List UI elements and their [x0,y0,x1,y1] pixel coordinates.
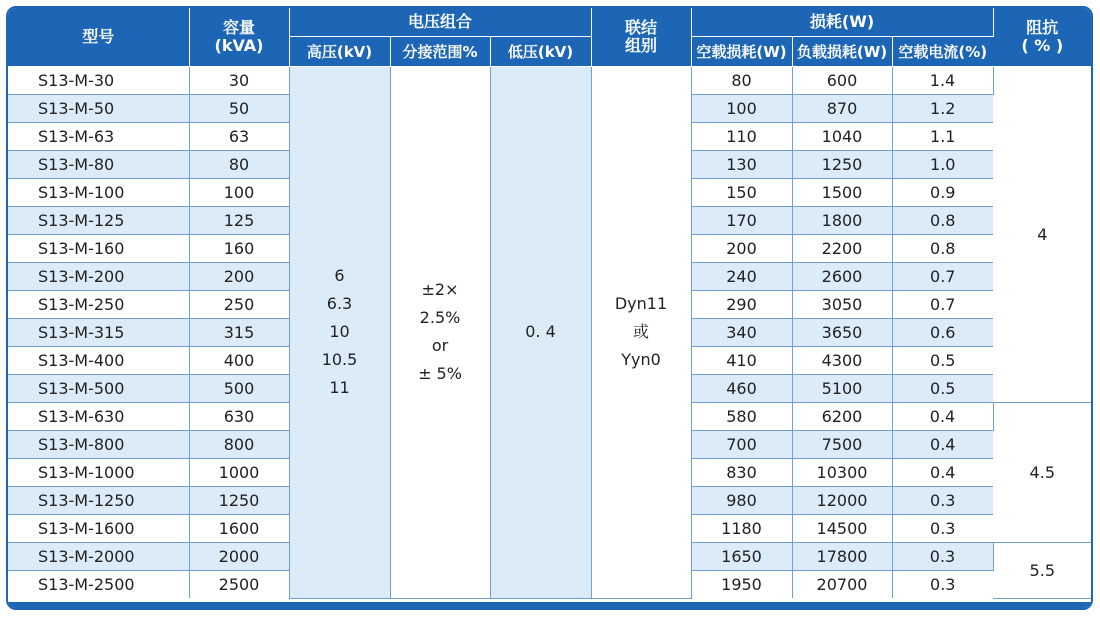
cell-impedance: 4.5 [993,403,1091,543]
merged-line: 6 [334,266,345,286]
cell-model: S13-M-1600 [8,515,189,543]
cell-load-loss: 2600 [792,263,892,291]
merged-line: Yyn0 [621,350,661,370]
cell-model: S13-M-800 [8,431,189,459]
header-tap-range: 分接范围% [390,37,490,67]
cell-capacity: 125 [189,207,289,235]
cell-capacity: 250 [189,291,289,319]
cell-no-load-loss: 340 [691,319,792,347]
cell-hv-voltage [289,67,390,599]
merged-line: 10.5 [321,350,358,370]
cell-capacity: 50 [189,95,289,123]
cell-model: S13-M-630 [8,403,189,431]
merged-line: Dyn11 [614,294,668,314]
cell-no-load-current: 1.0 [892,151,993,179]
merged-line: ± 5% [418,364,462,384]
cell-no-load-loss: 200 [691,235,792,263]
cell-model: S13-M-1250 [8,487,189,515]
cell-capacity: 1600 [189,515,289,543]
cell-no-load-loss: 150 [691,179,792,207]
table-row [8,67,1091,95]
cell-load-loss: 2200 [792,235,892,263]
cell-load-loss: 6200 [792,403,892,431]
cell-model: S13-M-63 [8,123,189,151]
cell-capacity: 800 [189,431,289,459]
cell-no-load-loss: 170 [691,207,792,235]
cell-no-load-loss: 80 [691,67,792,95]
cell-load-loss: 5100 [792,375,892,403]
cell-capacity: 1250 [189,487,289,515]
merged-line: or [431,336,449,356]
table-body [8,67,1091,599]
header-no-load-loss: 空载损耗(W) [691,37,792,67]
cell-capacity: 30 [189,67,289,95]
cell-capacity: 2000 [189,543,289,571]
bottom-accent-bar [8,602,1091,608]
header-no-load-current: 空载电流(%) [892,37,993,67]
cell-no-load-loss: 830 [691,459,792,487]
header-impedance: 阻抗 ( % ) [993,8,1091,67]
cell-load-loss: 1040 [792,123,892,151]
merged-line: 2.5% [419,308,461,328]
cell-no-load-current: 0.9 [892,179,993,207]
cell-model: S13-M-2000 [8,543,189,571]
cell-load-loss: 12000 [792,487,892,515]
cell-model: S13-M-200 [8,263,189,291]
cell-no-load-loss: 1950 [691,571,792,599]
cell-load-loss: 1800 [792,207,892,235]
cell-load-loss: 3650 [792,319,892,347]
cell-no-load-current: 0.3 [892,487,993,515]
merged-line: 或 [632,322,649,342]
cell-impedance: 4 [993,67,1091,403]
cell-model: S13-M-80 [8,151,189,179]
cell-no-load-current: 0.3 [892,571,993,599]
cell-no-load-current: 0.4 [892,431,993,459]
cell-no-load-current: 0.4 [892,403,993,431]
spec-table-frame [6,6,1093,610]
cell-no-load-loss: 700 [691,431,792,459]
cell-no-load-current: 0.5 [892,375,993,403]
cell-model: S13-M-50 [8,95,189,123]
cell-capacity: 630 [189,403,289,431]
cell-lv-voltage: 0. 4 [490,67,591,599]
cell-capacity: 160 [189,235,289,263]
merged-line: 10 [329,322,350,342]
cell-no-load-loss: 130 [691,151,792,179]
cell-no-load-current: 1.1 [892,123,993,151]
cell-load-loss: 600 [792,67,892,95]
cell-no-load-loss: 240 [691,263,792,291]
cell-model: S13-M-400 [8,347,189,375]
cell-no-load-loss: 110 [691,123,792,151]
cell-model: S13-M-250 [8,291,189,319]
cell-connection-group [591,67,691,599]
cell-capacity: 2500 [189,571,289,599]
cell-model: S13-M-500 [8,375,189,403]
cell-capacity: 500 [189,375,289,403]
cell-capacity: 200 [189,263,289,291]
cell-model: S13-M-315 [8,319,189,347]
cell-no-load-current: 0.3 [892,543,993,571]
cell-no-load-loss: 1180 [691,515,792,543]
cell-model: S13-M-160 [8,235,189,263]
header-model: 型号 [8,8,189,67]
cell-load-loss: 17800 [792,543,892,571]
header-hv: 高压(kV) [289,37,390,67]
merged-line: 6.3 [326,294,353,314]
cell-no-load-current: 0.4 [892,459,993,487]
cell-capacity: 100 [189,179,289,207]
cell-load-loss: 20700 [792,571,892,599]
cell-no-load-current: 1.4 [892,67,993,95]
cell-no-load-current: 0.5 [892,347,993,375]
cell-capacity: 1000 [189,459,289,487]
cell-no-load-loss: 290 [691,291,792,319]
cell-model: S13-M-125 [8,207,189,235]
merged-line: 11 [329,378,350,398]
cell-load-loss: 4300 [792,347,892,375]
cell-load-loss: 1500 [792,179,892,207]
cell-no-load-current: 0.8 [892,207,993,235]
cell-no-load-current: 1.2 [892,95,993,123]
cell-no-load-loss: 100 [691,95,792,123]
cell-no-load-current: 0.7 [892,291,993,319]
header-connection: 联结 组别 [591,8,691,67]
header-loss: 损耗(W) [691,8,993,37]
cell-load-loss: 3050 [792,291,892,319]
cell-no-load-loss: 580 [691,403,792,431]
cell-impedance: 5.5 [993,543,1091,599]
cell-no-load-loss: 1650 [691,543,792,571]
cell-no-load-current: 0.8 [892,235,993,263]
cell-no-load-loss: 460 [691,375,792,403]
cell-model: S13-M-30 [8,67,189,95]
cell-no-load-current: 0.7 [892,263,993,291]
cell-model: S13-M-100 [8,179,189,207]
cell-load-loss: 10300 [792,459,892,487]
cell-load-loss: 870 [792,95,892,123]
cell-load-loss: 14500 [792,515,892,543]
header-load-loss: 负载损耗(W) [792,37,892,67]
cell-capacity: 400 [189,347,289,375]
cell-load-loss: 1250 [792,151,892,179]
cell-capacity: 80 [189,151,289,179]
cell-model: S13-M-1000 [8,459,189,487]
cell-load-loss: 7500 [792,431,892,459]
cell-model: S13-M-2500 [8,571,189,599]
header-capacity: 容量 (kVA) [189,8,289,67]
cell-no-load-loss: 410 [691,347,792,375]
cell-no-load-current: 0.3 [892,515,993,543]
header-voltage-group: 电压组合 [289,8,591,37]
transformer-spec-table [8,8,1091,599]
cell-no-load-current: 0.6 [892,319,993,347]
cell-no-load-loss: 980 [691,487,792,515]
cell-tap-range [390,67,490,599]
header-lv: 低压(kV) [490,37,591,67]
cell-capacity: 315 [189,319,289,347]
merged-line: ±2× [421,280,459,300]
cell-capacity: 63 [189,123,289,151]
